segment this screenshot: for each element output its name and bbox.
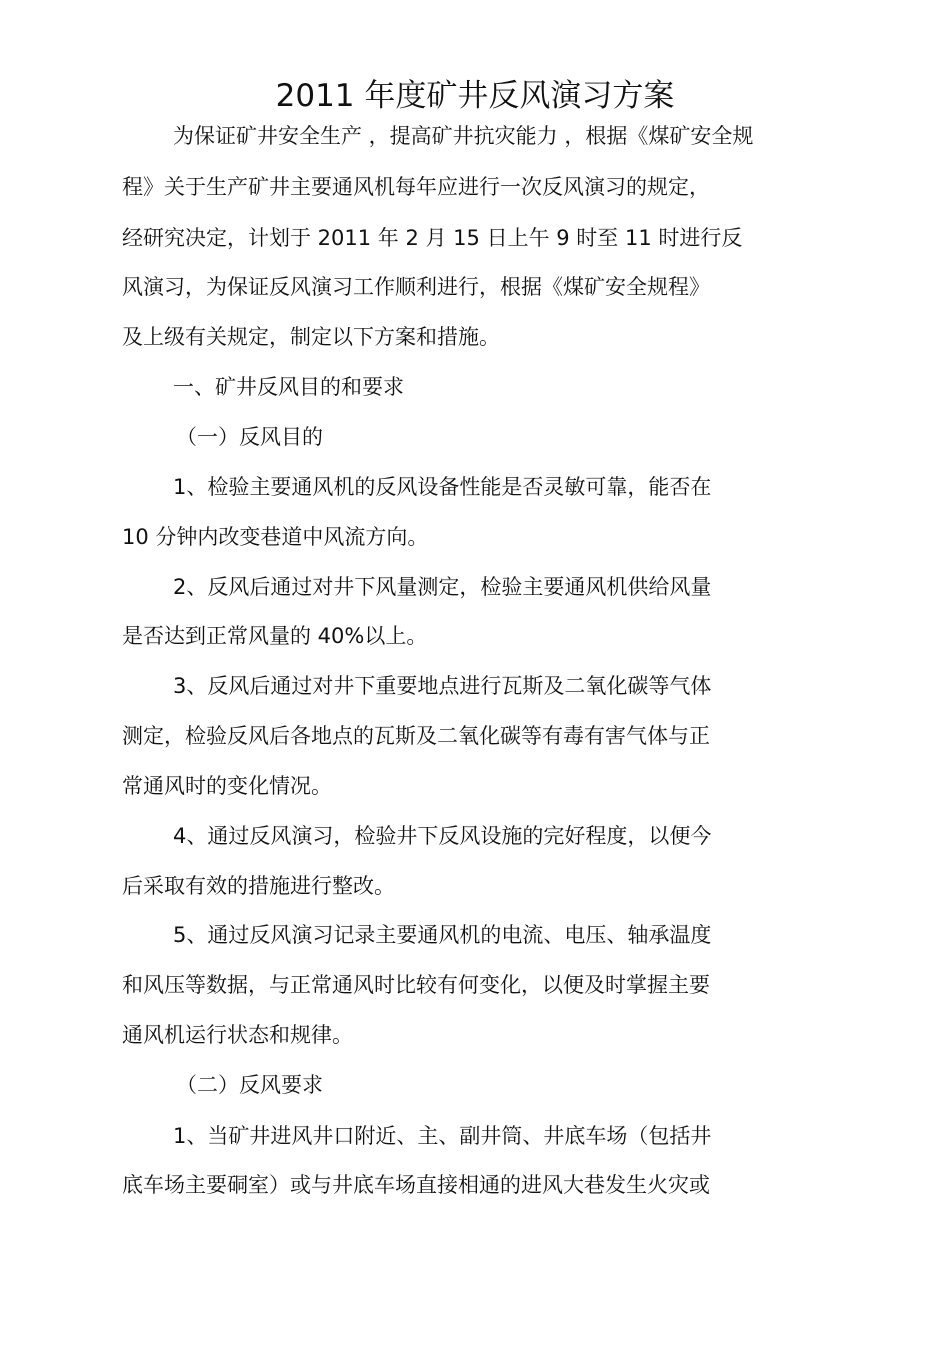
purpose-item-line: 和风压等数据，与正常通风时比较有何变化，以便及时掌握主要 bbox=[122, 973, 710, 997]
intro-line: 及上级有关规定，制定以下方案和措施。 bbox=[122, 325, 500, 349]
intro-line: 程》关于生产矿井主要通风机每年应进行一次反风演习的规定， bbox=[122, 175, 710, 199]
purpose-item-line: 通风机运行状态和规律。 bbox=[122, 1023, 353, 1047]
subsection-heading: （二）反风要求 bbox=[176, 1073, 323, 1097]
purpose-item-line: 后采取有效的措施进行整改。 bbox=[122, 874, 395, 898]
purpose-item-line: 2、反风后通过对井下风量测定，检验主要通风机供给风量 bbox=[173, 575, 712, 599]
document-title: 2011 年度矿井反风演习方案 bbox=[275, 78, 675, 114]
purpose-item-line: 3、反风后通过对井下重要地点进行瓦斯及二氧化碳等气体 bbox=[173, 674, 712, 698]
purpose-item-line: 4、通过反风演习，检验井下反风设施的完好程度，以便今 bbox=[173, 824, 712, 848]
section-heading: 一、矿井反风目的和要求 bbox=[173, 375, 404, 399]
intro-line: 风演习，为保证反风演习工作顺利进行，根据《煤矿安全规程》 bbox=[122, 275, 710, 299]
requirement-item-line: 1、当矿井进风井口附近、主、副井筒、井底车场（包括井 bbox=[173, 1124, 712, 1148]
purpose-item-line: 1、检验主要通风机的反风设备性能是否灵敏可靠，能否在 bbox=[173, 475, 712, 499]
purpose-item-line: 是否达到正常风量的 40%以上。 bbox=[122, 624, 428, 648]
subsection-heading: （一）反风目的 bbox=[176, 425, 323, 449]
purpose-item-line: 5、通过反风演习记录主要通风机的电流、电压、轴承温度 bbox=[173, 923, 712, 947]
requirement-item-line: 底车场主要硐室）或与井底车场直接相通的进风大巷发生火灾或 bbox=[122, 1173, 710, 1197]
intro-line: 为保证矿井安全生产 ，提高矿井抗灾能力 ，根据《煤矿安全规 bbox=[173, 124, 754, 148]
purpose-item-line: 测定，检验反风后各地点的瓦斯及二氧化碳等有毒有害气体与正 bbox=[122, 724, 710, 748]
purpose-item-line: 10 分钟内改变巷道中风流方向。 bbox=[122, 525, 429, 549]
intro-line: 经研究决定，计划于 2011 年 2 月 15 日上午 9 时至 11 时进行反 bbox=[122, 226, 743, 250]
purpose-item-line: 常通风时的变化情况。 bbox=[122, 774, 332, 798]
